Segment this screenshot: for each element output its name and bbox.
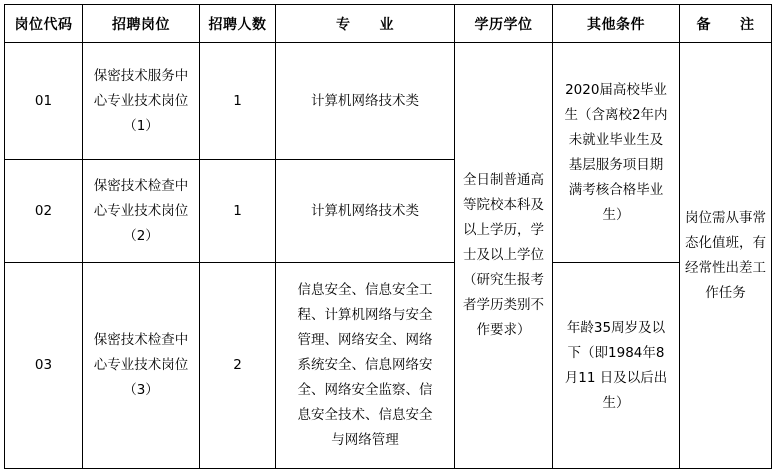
major: 信息安全、信息安全工程、计算机网络与安全管理、网络安全、网络系统安全、信息网络安全、网络安全监察、信息安全技术、信息安全与网络管理 (297, 282, 433, 448)
major: 计算机网络技术类 (311, 92, 419, 109)
remarks-cell (680, 43, 772, 469)
post-code: 03 (34, 357, 53, 373)
headcount: 1 (233, 92, 242, 109)
post-code: 01 (34, 92, 53, 109)
header-post: 招聘岗位 (83, 5, 200, 43)
header-remarks: 备 注 (680, 5, 772, 43)
post-code-cell (5, 263, 83, 469)
post-name: 保密技术服务中心专业技术岗位（1） (93, 67, 189, 134)
recruitment-table (4, 4, 772, 469)
major-cell (276, 160, 455, 263)
header-education: 学历学位 (455, 5, 553, 43)
headcount-cell (200, 160, 276, 263)
remarks: 岗位需从事常态化值班，有经常性出差工作任务 (685, 209, 766, 301)
post-name: 保密技术检查中心专业技术岗位（3） (93, 332, 189, 398)
major-cell (276, 43, 455, 160)
table-row (5, 263, 772, 469)
education-requirement: 全日制普通高等院校本科及以上学历，学士及以上学位（研究生报考者学历类别不作要求） (463, 172, 544, 338)
graduate-conditions: 2020届高校毕业生（含离校2年内未就业毕业生及基层服务项目期满考核合格毕业生） (564, 81, 668, 223)
headcount: 1 (233, 202, 242, 219)
post-code-cell (5, 160, 83, 263)
headcount-cell (200, 43, 276, 160)
headcount-cell (200, 263, 276, 469)
education-cell (455, 43, 553, 469)
post-code: 02 (34, 202, 53, 219)
table-row (5, 43, 772, 160)
post-name: 保密技术检查中心专业技术岗位（2） (93, 177, 189, 244)
major-cell (276, 263, 455, 469)
conditions-cell (553, 263, 680, 469)
header-post-code: 岗位代码 (5, 5, 83, 43)
major: 计算机网络技术类 (311, 202, 419, 219)
conditions-cell (553, 43, 680, 263)
headcount: 2 (233, 357, 242, 373)
post-cell (83, 160, 200, 263)
header-other-conditions: 其他条件 (553, 5, 680, 43)
header-headcount: 招聘人数 (200, 5, 276, 43)
post-cell (83, 43, 200, 160)
age-conditions: 年龄35周岁及以下（即1984年8月11 日及以后出生） (564, 319, 668, 411)
post-code-cell (5, 43, 83, 160)
table-header-row (5, 5, 772, 43)
post-cell (83, 263, 200, 469)
recruitment-table-container (4, 4, 771, 467)
header-major: 专 业 (276, 5, 455, 43)
